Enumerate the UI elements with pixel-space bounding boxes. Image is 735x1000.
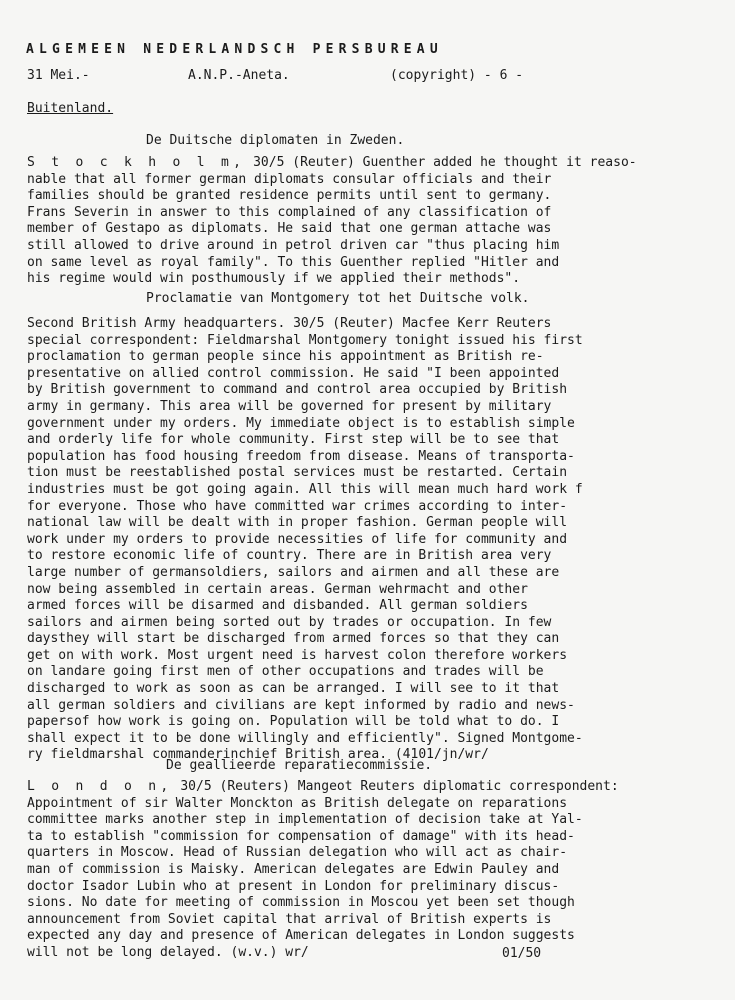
article-line: armed forces will be disarmed and disbanded. All german soldiers [27, 598, 528, 614]
article-heading-montgomery: Proclamatie van Montgomery tot het Duitsche volk. [146, 291, 530, 306]
article-line: now being assembled in certain areas. German wehrmacht and other [27, 581, 528, 597]
article-line: government under my orders. My immediate object is to establish simple [27, 415, 575, 431]
article-line: papersof how work is going on. Population will be told what to do. I [27, 714, 560, 730]
article-line: sailors and airmen being sorted out by trades or occupation. In few [27, 614, 552, 630]
article-line: quarters in Moscow. Head of Russian delegation who will act as chair- [27, 845, 568, 861]
section-title: Buitenland. [27, 101, 114, 116]
agency-label: A.N.P.-Aneta. [188, 68, 290, 83]
article-line: for everyone. Those who have committed war crimes according to inter- [27, 498, 568, 514]
article-line: get on with work. Most urgent need is harvest colon therefore workers [27, 647, 568, 663]
masthead: ALGEMEEN NEDERLANDSCH PERSBUREAU [26, 42, 443, 57]
article-line: national law will be dealt with in proper fashion. German people will [27, 515, 568, 531]
article-line: tion must be reestablished postal services must be restarted. Certain [27, 465, 568, 481]
article-line: nable that all former german diplomats consular officials and their [27, 171, 552, 187]
article-heading-zweden: De Duitsche diplomaten in Zweden. [146, 133, 405, 148]
article-line: announcement from Soviet capital that arrival of British experts is [27, 911, 552, 927]
article-body-reparatie [27, 779, 707, 962]
article-line: member of Gestapo as diplomats. He said that one german attache was [27, 221, 552, 237]
page-reference: 01/50 [502, 946, 542, 961]
article-line: on landare going first men of other occupations and trades will be [27, 664, 544, 680]
bulletin-date: 31 Mei.- [27, 68, 90, 83]
article-line: all german soldiers and civilians are kept informed by radio and news- [27, 697, 575, 713]
article-line: daysthey will start be discharged from armed forces so that they can [27, 631, 560, 647]
article-line: discharged to work as soon as can be arranged. I will see to it that [27, 681, 560, 697]
article-line: his regime would win posthumously if we applied their methods". [27, 271, 521, 287]
article-line: work under my orders to provide necessities of life for community and [27, 531, 568, 547]
copyright-page-number: (copyright) - 6 - [390, 68, 524, 83]
article-line: L o n d o n, 30/5 (Reuters) Mangeot Reuters diplomatic correspondent: [27, 779, 619, 794]
article-line: presentative on allied control commission. He said "I been appointed [27, 365, 560, 381]
article-line: committee marks another step in implementation of decision take at Yal- [27, 812, 583, 828]
article-line: on same level as royal family". To this Guenther replied "Hitler and [27, 254, 560, 270]
article-line: doctor Isador Lubin who at present in London for preliminary discus- [27, 878, 560, 894]
article-line: proclamation to german people since his appointment as British re- [27, 349, 544, 365]
article-line: ry fieldmarshal commanderinchief British area. (4101/jn/wr/ [27, 747, 489, 763]
article-line: Second British Army headquarters. 30/5 (Reuter) Macfee Kerr Reuters [27, 316, 552, 331]
article-body-zweden [27, 155, 707, 288]
article-line: S t o c k h o l m, 30/5 (Reuter) Guenther added he thought it reaso- [27, 155, 637, 170]
article-line: population has food housing freedom from disease. Means of transporta- [27, 448, 575, 464]
article-line: families should be granted residence permits until sent to germany. [27, 188, 552, 204]
article-line: expected any day and presence of American delegates in London suggests [27, 928, 575, 944]
dateline: S t o c k h o l m, [27, 155, 246, 170]
article-line: still allowed to drive around in petrol driven car "thus placing him [27, 237, 560, 253]
article-line: large number of germansoldiers, sailors and airmen and all these are [27, 564, 560, 580]
article-line: industries must be got going again. All this will mean much hard work f [27, 481, 583, 497]
article-line: Frans Severin in answer to this complained of any classification of [27, 204, 552, 220]
article-line: army in germany. This area will be governed for present by military [27, 398, 552, 414]
dateline: L o n d o n, [27, 779, 173, 794]
article-body-montgomery [27, 316, 707, 764]
article-line: Appointment of sir Walter Monckton as British delegate on reparations [27, 795, 568, 811]
article-line: by British government to command and control area occupied by British [27, 382, 568, 398]
article-line: ta to establish "commission for compensation of damage" with its head- [27, 828, 575, 844]
article-line: special correspondent: Fieldmarshal Montgomery tonight issued his first [27, 332, 583, 348]
article-heading-reparatie: De geallieerde reparatiecommissie. [166, 758, 433, 773]
article-line: will not be long delayed. (w.v.) wr/ [27, 944, 309, 960]
article-line: sions. No date for meeting of commission in Moscou yet been set though [27, 895, 575, 911]
article-line: shall expect it to be done willingly and efficiently". Signed Montgome- [27, 730, 583, 746]
article-line: man of commission is Maisky. American delegates are Edwin Pauley and [27, 861, 560, 877]
article-line: and orderly life for whole community. First step will be to see that [27, 432, 560, 448]
article-line: to restore economic life of country. There are in British area very [27, 548, 552, 564]
